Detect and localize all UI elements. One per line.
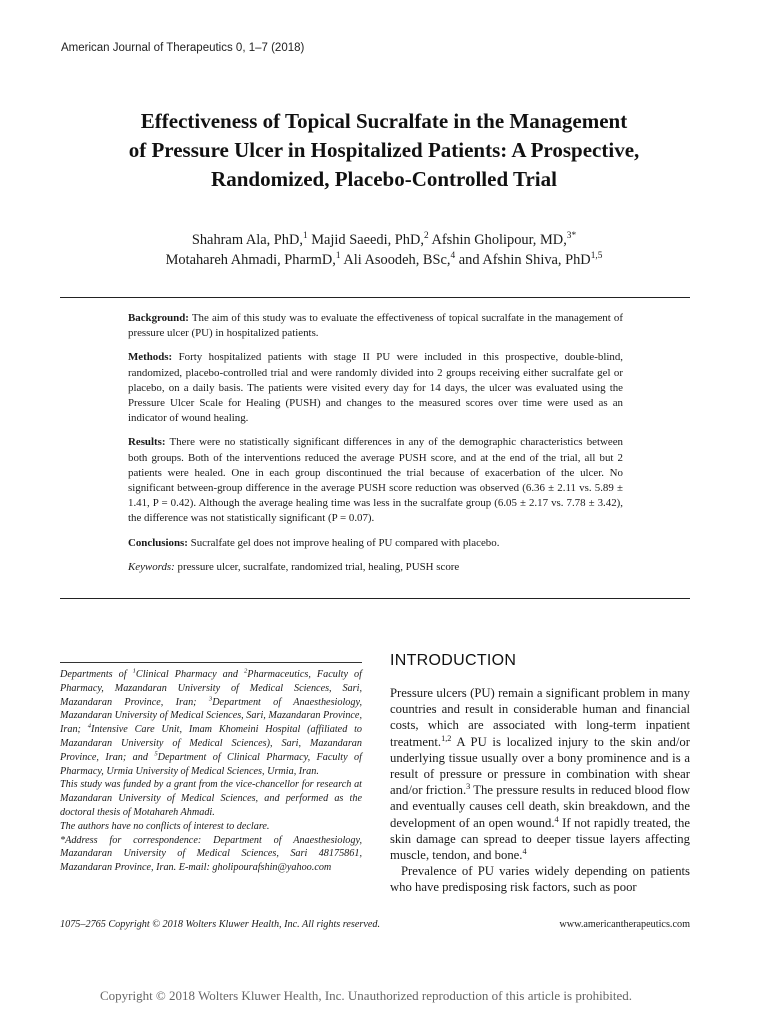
title-line: of Pressure Ulcer in Hospitalized Patients: A Prospective,: [128, 138, 640, 162]
abstract-results: Results: There were no statistically significant differences in any of the demographic characteristics between both groups. Both of the interventions reduced the average PUSH score, and at the end of the trial, all but 2 patients were healed. One in each group discontinued the trial because of exacerbation of the ulcer. No significant between-group difference in the average PUSH score reduction was observed (6.36 ± 2.11 vs. 5.89 ± 1.41, P = 0.42). Although the average healing time was less in the sucralfate group (6.05 ± 2.17 vs. 7.78 ± 3.42), the difference was not statistically significant (P = 0.07).: [128, 436, 623, 525]
author-list: [60, 230, 708, 270]
footer-copyright: 1075–2765 Copyright © 2018 Wolters Kluwer Health, Inc. All rights reserved.: [60, 919, 381, 930]
title-line: Randomized, Placebo-Controlled Trial: [211, 167, 557, 191]
article-title: [60, 107, 708, 194]
abstract-bottom-rule: [60, 598, 690, 599]
abstract-top-rule: [60, 297, 690, 298]
copyright-watermark: Copyright © 2018 Wolters Kluwer Health, Inc. Unauthorized reproduction of this article is prohibited.: [99, 988, 633, 1003]
author-line: Shahram Ala, PhD,$^1$ Majid Saeedi, PhD,$^2$ Afshin Gholipour, MD,$^{3*}$: [191, 231, 577, 248]
introduction-body: [390, 685, 690, 896]
abstract-methods: Methods: Forty hospitalized patients with stage II PU were included in this prospective, double-blind, randomized, placebo-controlled trial and were randomly divided into 2 groups receiving either sucralfate gel or placebo, on a daily basis. The patients were visited every day for 14 days, the ulcer was evaluated using the Pressure Ulcer Scale for Healing (PUSH) and changes to the measured scores over time were used as an indicator of wound healing.: [128, 351, 623, 425]
abstract: [128, 311, 623, 584]
conflicts-note: The authors have no conflicts of interest to declare.: [60, 820, 270, 832]
correspondence-note: *Address for correspondence: Department of Anaesthesiology, Mazandaran University of Medical Sciences, Sari 48175861, Mazandaran Province, Iran. E-mail: gholipourafshin@yahoo.com: [60, 834, 362, 874]
abstract-conclusions: Conclusions: Sucralfate gel does not improve healing of PU compared with placebo.: [128, 536, 500, 549]
title-line: Effectiveness of Topical Sucralfate in the Management: [140, 109, 628, 133]
introduction-heading: INTRODUCTION: [390, 652, 517, 669]
affiliations-rule: [60, 662, 362, 663]
funding-note: This study was funded by a grant from the vice-chancellor for research at Mazandaran University of Medical Sciences, and performed as the doctoral thesis of Motahareh Ahmadi.: [60, 779, 362, 818]
intro-paragraph: Prevalence of PU varies widely depending on patients who have predisposing risk factors, such as poor: [390, 864, 690, 895]
abstract-keywords: Keywords: pressure ulcer, sucralfate, randomized trial, healing, PUSH score: [128, 560, 460, 573]
abstract-background: Background: The aim of this study was to evaluate the effectiveness of topical sucralfate in the management of pressure ulcer (PU) in hospitalized patients.: [128, 312, 623, 340]
intro-paragraph: Pressure ulcers (PU) remain a significant problem in many countries and result in considerable human and financial costs, which are associated with long-term inpatient treatment.$^{1,2}$ A PU is localized injury to the skin and/or underlying tissue usually over a bony prominence and is a result of pressure or pressure in combination with shear and/or friction.$^3$ The pressure results in reduced blood flow and eventually causes cell death, skin breakdown, and the development of an open wound.$^4$ If not rapidly treated, the skin damage can spread to deeper tissue layers affecting muscle, tendon, and bone.$^4$: [390, 686, 690, 863]
journal-website-link[interactable]: www.americantherapeutics.com: [559, 919, 690, 930]
affiliations-text: Departments of $^1$Clinical Pharmacy and $^2$Pharmaceutics, Faculty of Pharmacy, Mazandaran University of Medical Sciences, Sari, Mazandaran Province, Iran; $^3$Department of Anaesthesiology, Mazandaran University of Medical Sciences, Sari, Mazandaran Province, Iran; $^4$Intensive Care Unit, Imam Khomeini Hospital (affiliated to Mazandaran University of Medical Sciences), Sari, Mazandaran Province, Iran; and $^5$Department of Clinical Pharmacy, Faculty of Pharmacy, Urmia University of Medical Sciences, Urmia, Iran.: [60, 667, 362, 777]
author-line: Motahareh Ahmadi, PharmD,$^1$ Ali Asoodeh, BSc,$^4$ and Afshin Shiva, PhD$^{1,5}$: [165, 251, 603, 268]
journal-citation: American Journal of Therapeutics 0, 1–7 (2018): [61, 42, 305, 54]
affiliations-footnote: [60, 668, 362, 875]
